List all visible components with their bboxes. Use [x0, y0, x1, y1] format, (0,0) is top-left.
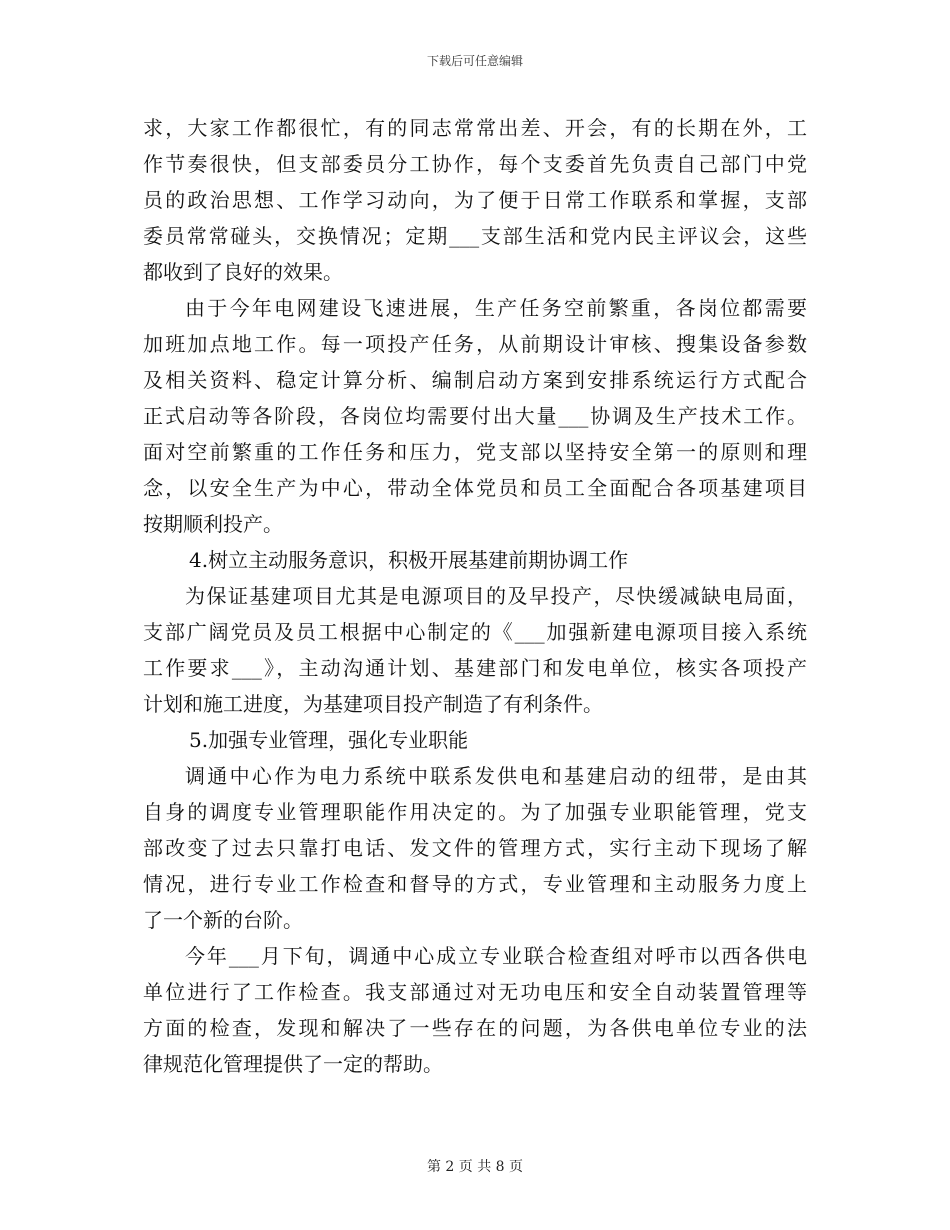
- section-heading: 4.树立主动服务意识，积极开展基建前期协调工作: [189, 548, 629, 572]
- text-line: 为保证基建项目尤其是电源项目的及早投产，尽快缓减缺电局面，: [185, 584, 807, 608]
- text-line: 求，大家工作都很忙，有的同志常常出差、开会，有的长期在外，工: [143, 116, 807, 140]
- text-line: 单位进行了工作检查。我支部通过对无功电压和安全自动装置管理等: [143, 980, 807, 1004]
- text-line: 作节奏很快，但支部委员分工协作，每个支委首先负责自己部门中党: [143, 152, 807, 176]
- text-line: 自身的调度专业管理职能作用决定的。为了加强专业职能管理，党支: [143, 800, 807, 824]
- paragraph: [143, 938, 807, 1082]
- text-line: 正式启动等各阶段，各岗位均需要付出大量___协调及生产技术工作。: [143, 404, 807, 428]
- text-line: 委员常常碰头，交换情况；定期___支部生活和党内民主评议会，这些: [143, 224, 807, 248]
- paragraph: [143, 578, 807, 722]
- text-line: 今年___月下旬，调通中心成立专业联合检查组对呼市以西各供电: [185, 944, 807, 968]
- text-line: 情况，进行专业工作检查和督导的方式，专业管理和主动服务力度上: [143, 872, 807, 896]
- page-header: 下载后可任意编辑: [426, 54, 523, 68]
- text-line: 律规范化管理提供了一定的帮助。: [143, 1052, 443, 1076]
- paragraph: [143, 758, 807, 938]
- text-line: 调通中心作为电力系统中联系发供电和基建启动的纽带，是由其: [185, 764, 807, 788]
- text-line: 及相关资料、稳定计算分析、编制启动方案到安排系统运行方式配合: [143, 368, 807, 392]
- text-line: 了一个新的台阶。: [143, 908, 303, 932]
- text-line: 念，以安全生产为中心，带动全体党员和员工全面配合各项基建项目: [143, 476, 807, 500]
- text-line: 方面的检查，发现和解决了一些存在的问题，为各供电单位专业的法: [143, 1016, 807, 1040]
- text-line: 都收到了良好的效果。: [143, 260, 343, 284]
- text-line: 加班加点地工作。每一项投产任务，从前期设计审核、搜集设备参数: [143, 332, 807, 356]
- text-line: 计划和施工进度，为基建项目投产制造了有利条件。: [143, 692, 603, 716]
- paragraph: [143, 110, 807, 290]
- paragraph: [143, 290, 807, 542]
- page-footer: 第 2 页 共 8 页: [426, 1159, 524, 1175]
- text-line: 由于今年电网建设飞速进展，生产任务空前繁重，各岗位都需要: [185, 296, 807, 320]
- text-line: 面对空前繁重的工作任务和压力，党支部以坚持安全第一的原则和理: [143, 440, 807, 464]
- document-body: [143, 110, 807, 1082]
- text-line: 支部广阔党员及员工根据中心制定的《___加强新建电源项目接入系统: [143, 620, 807, 644]
- text-line: 员的政治思想、工作学习动向，为了便于日常工作联系和掌握，支部: [143, 188, 807, 212]
- section-heading: 5.加强专业管理，强化专业职能: [189, 728, 469, 752]
- text-line: 工作要求___》，主动沟通计划、基建部门和发电单位，核实各项投产: [143, 656, 807, 680]
- text-line: 按期顺利投产。: [143, 512, 283, 536]
- text-line: 部改变了过去只靠打电话、发文件的管理方式，实行主动下现场了解: [143, 836, 807, 860]
